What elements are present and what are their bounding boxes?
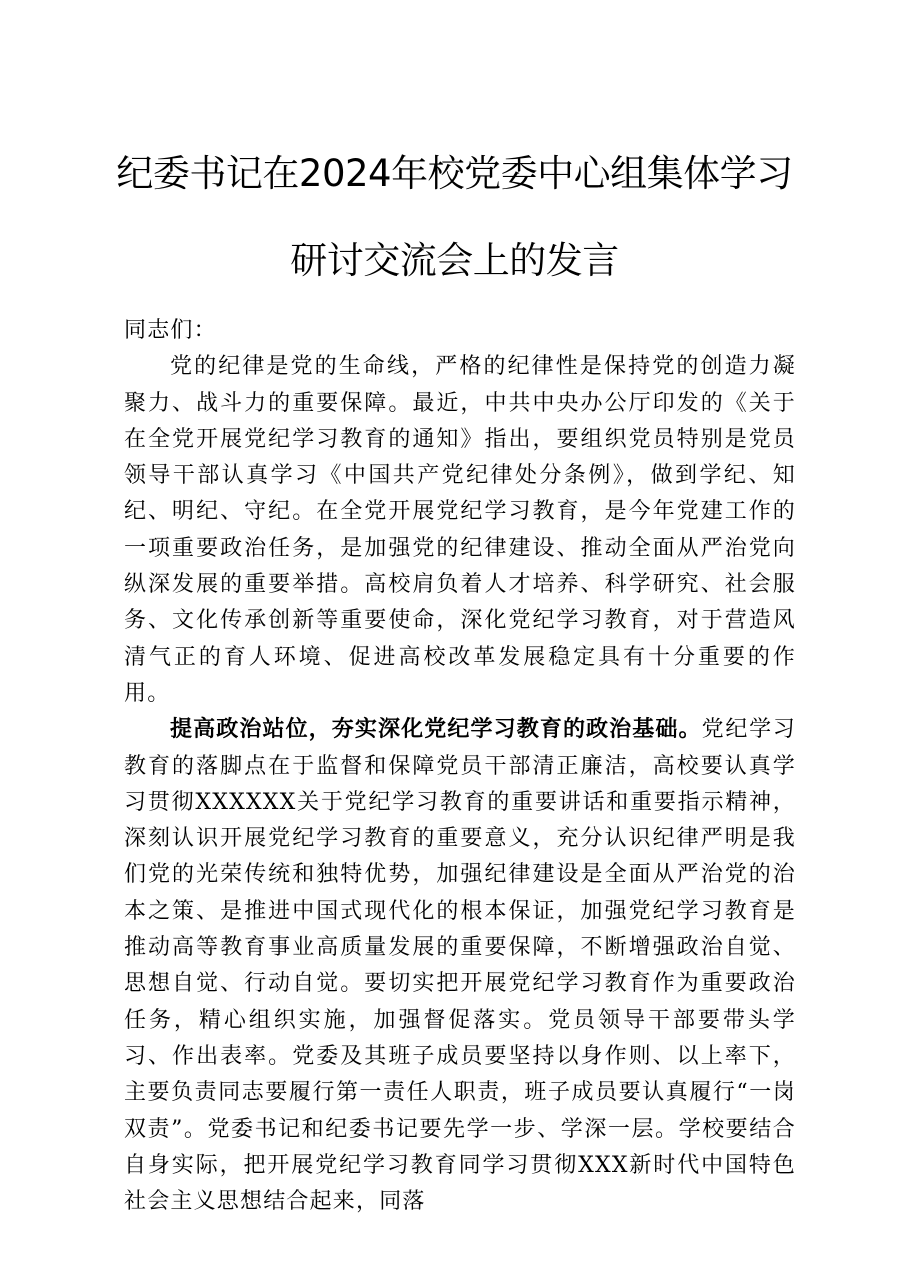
paragraph-lead-heading: 提高政治站位，夯实深化党纪学习教育的政治基础。 [170, 717, 702, 743]
paragraph-intro [124, 349, 796, 712]
document-title: 纪委书记在2024年校党委中心组集体学习研讨交流会上的发言 [116, 152, 793, 282]
paragraph-text: 党的纪律是党的生命线，严格的纪律性是保持党的创造力凝聚力、战斗力的重要保障。最近，中共中央办公厅印发的《关于在全党开展党纪学习教育的通知》指出，要组织党员特别是党员领导干部认真学习《中国共产党纪律处分条例》，做到学纪、知纪、明纪、守纪。在全党开展党纪学习教育，是今年党建工作的一项重要政治任务，是加强党的纪律建设、推动全面从严治党向纵深发展的重要举措。高校肩负着人才培养、科学研究、社会服务、文化传承创新等重要使命，深化党纪学习教育，对于营造风清气正的育人环境、促进高校改革发展稳定具有十分重要的作用。 [124, 354, 796, 706]
document-body [124, 313, 796, 1220]
salutation: 同志们： [124, 318, 217, 343]
paragraph-political-standing [124, 712, 796, 1220]
paragraph-text: 党纪学习教育的落脚点在于监督和保障党员干部清正廉洁，高校要认真学习贯彻XXXXXX关于党纪学习教育的重要讲话和重要指示精神，深刻认识开展党纪学习教育的重要意义，充分认识纪律严明是我们党的光荣传统和独特优势，加强纪律建设是全面从严治党的治本之策、是推进中国式现代化的根本保证，加强党纪学习教育是推动高等教育事业高质量发展的重要保障，不断增强政治自觉、思想自觉、行动自觉。要切实把开展党纪学习教育作为重要政治任务，精心组织实施，加强督促落实。党员领导干部要带头学习、作出表率。党委及其班子成员要坚持以身作则、以上率下，主要负责同志要履行第一责任人职责，班子成员要认真履行“一岗双责”。党委书记和纪委书记要先学一步、学深一层。学校要结合自身实际，把开展党纪学习教育同学习贯彻XXX新时代中国特色社会主义思想结合起来，同落 [124, 717, 796, 1215]
